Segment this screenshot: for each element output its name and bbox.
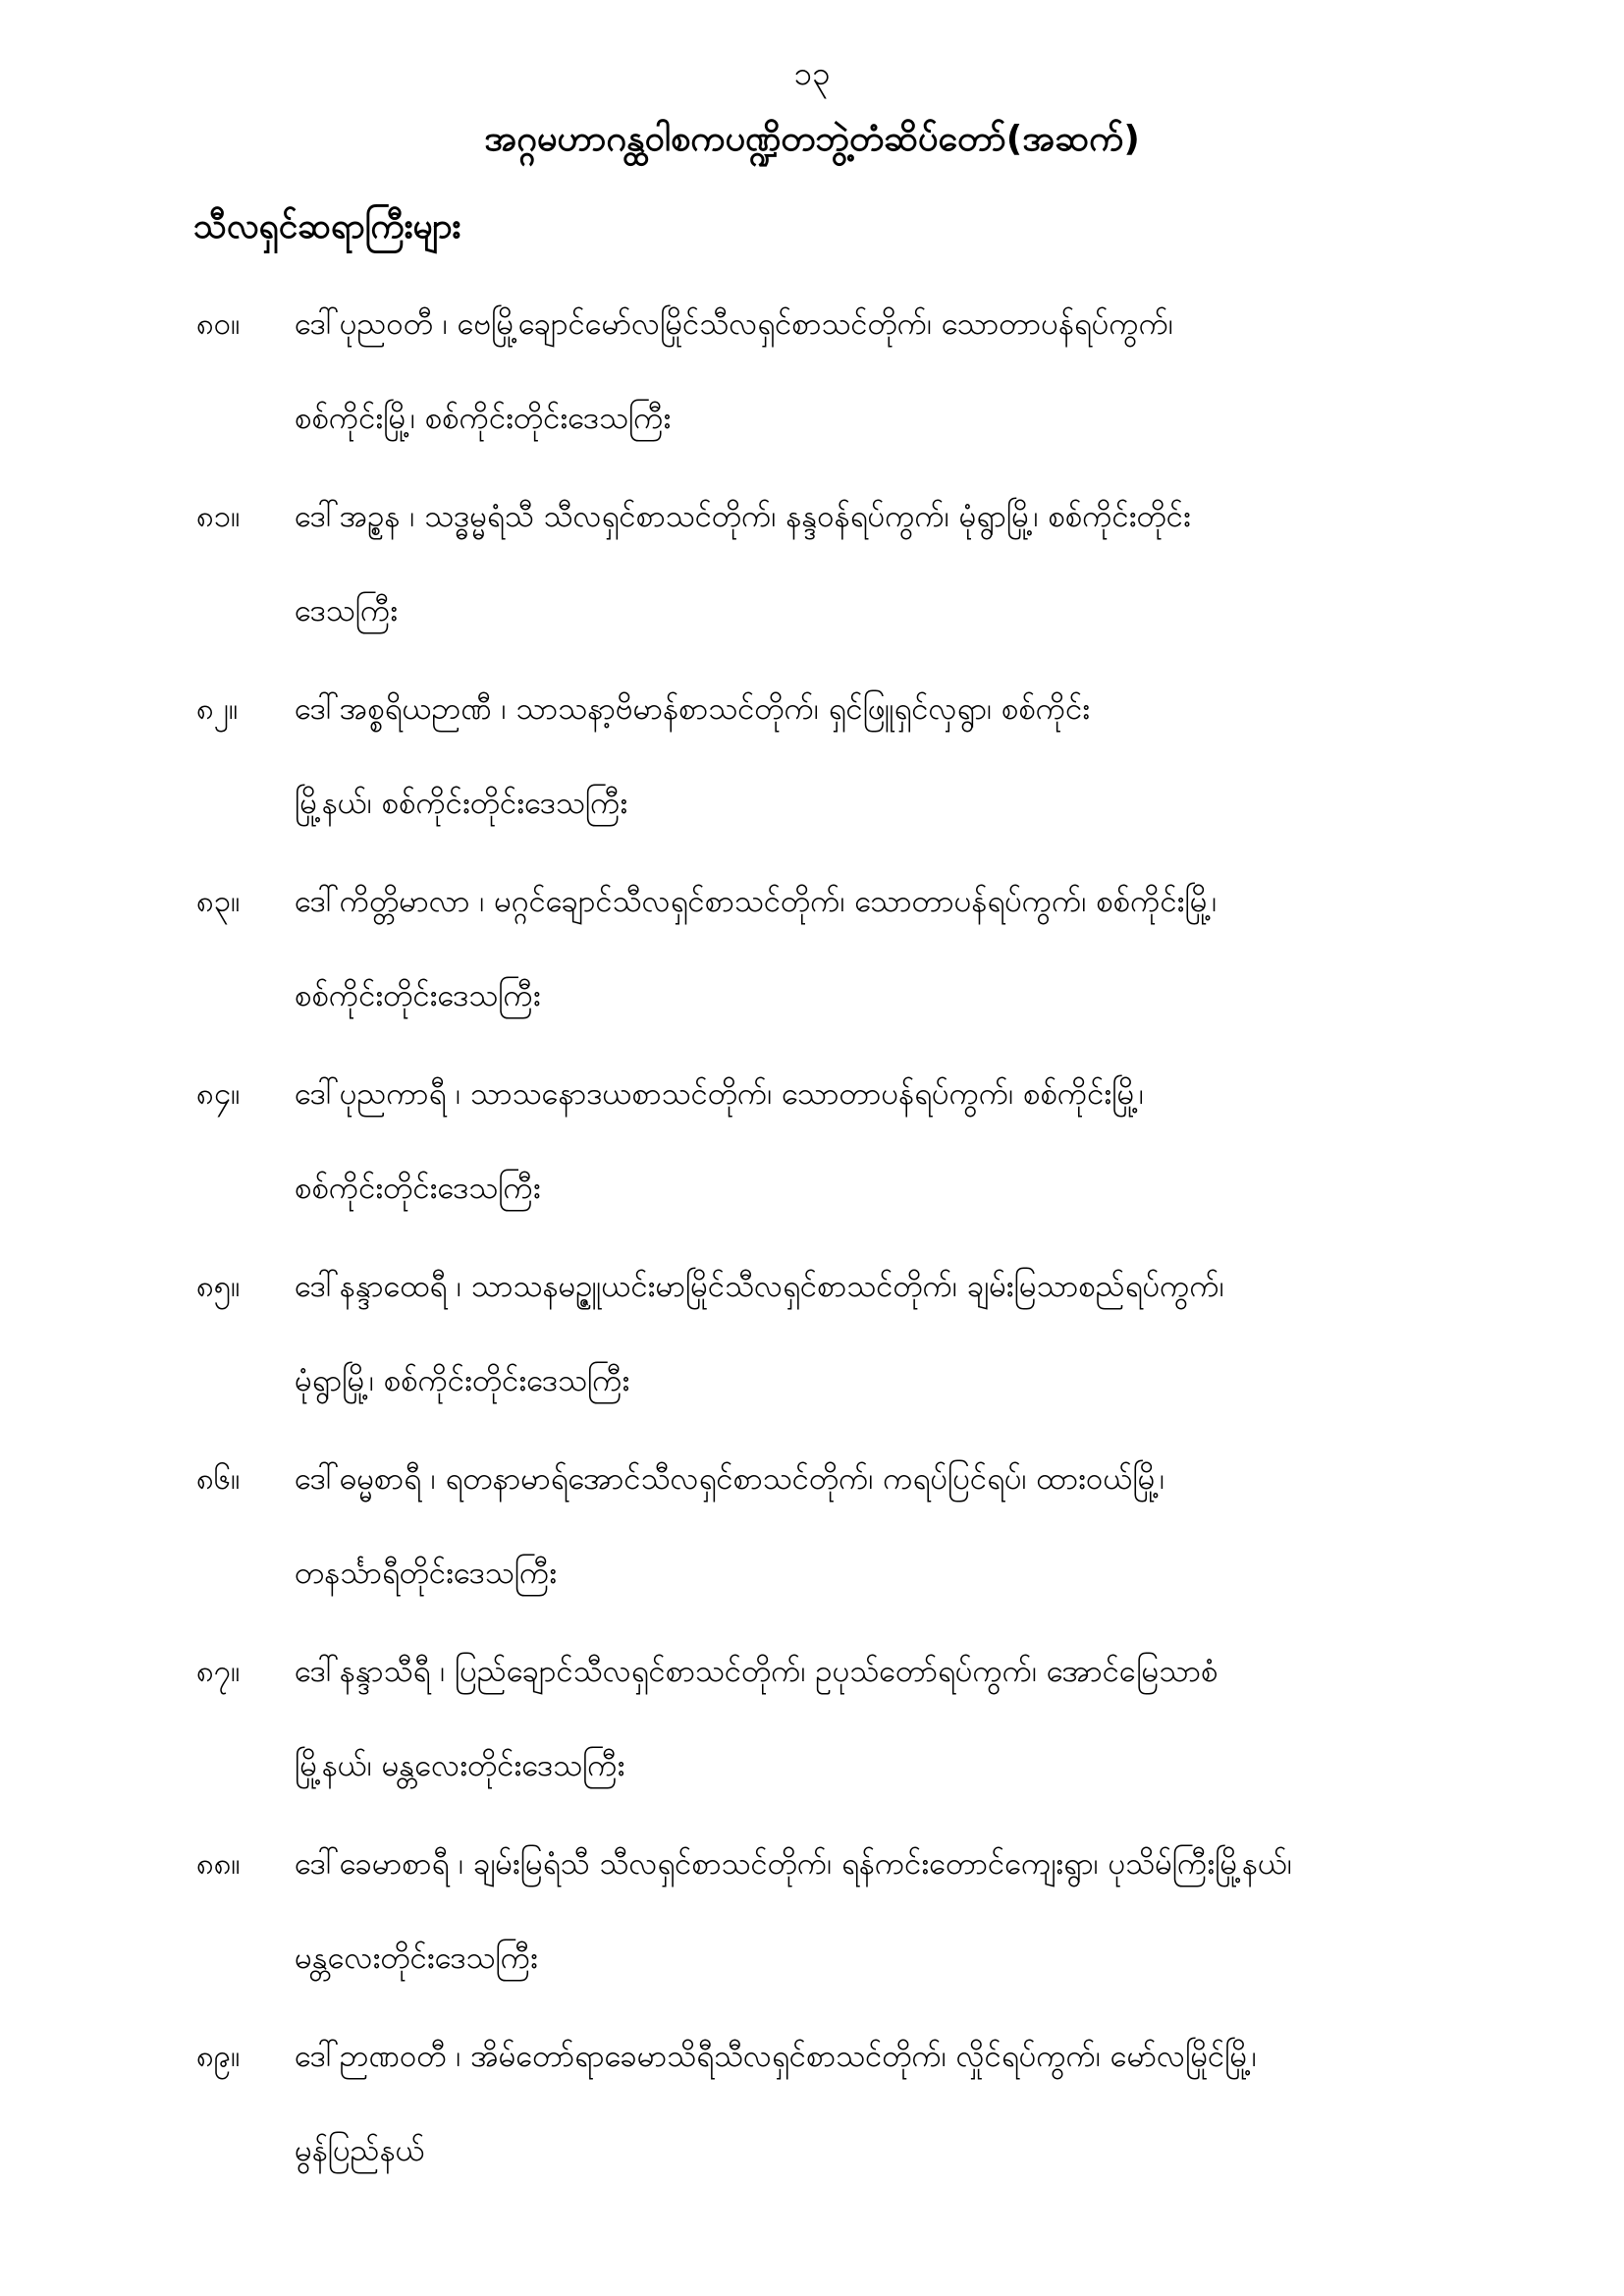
entry-text-line-1: ဒေါ်နန္ဒာသီရီ ၊ ပြည်ချောင်သီလရှင်စာသင်တိုက်၊ ဥပုသ်တော်ရပ်ကွက်၊ အောင်မြေသာစံ (295, 1654, 1218, 1689)
entry-text-line-1: ဒေါ်ကိတ္တိမာလာ ၊ မဂ္ဂင်ချောင်သီလရှင်စာသင်တိုက်၊ သောတာပန်ရပ်ကွက်၊ စစ်ကိုင်းမြို့၊ (295, 884, 1218, 919)
entry-text-line-1: ဒေါ်အဥ္စန ၊ သဒ္ဓမ္မရံသီ သီလရှင်စာသင်တိုက်၊ နန္ဒဝန်ရပ်ကွက်၊ မုံရွာမြို့၊ စစ်ကိုင်းတိုင်း (295, 499, 1191, 534)
list-item (0, 295, 1624, 481)
entry-text-line-2: မန္တလေးတိုင်းဒေသကြီး (295, 1941, 538, 1976)
entry-number: ၈၉။ (196, 2039, 241, 2074)
entry-number: ၈၂။ (196, 691, 239, 727)
entry-text-line-2: စစ်ကိုင်းမြို့၊ စစ်ကိုင်းတိုင်းဒေသကြီး (295, 401, 672, 436)
list-item (0, 1642, 1624, 1829)
list-item (0, 487, 1624, 674)
entry-text-line-2: မုံရွာမြို့၊ စစ်ကိုင်းတိုင်းဒေသကြီး (295, 1363, 630, 1398)
list-item (0, 1257, 1624, 1444)
entry-number: ၈၈။ (196, 1846, 241, 1882)
entry-text-line-2: စစ်ကိုင်းတိုင်းဒေသကြီး (295, 1171, 541, 1206)
entry-text-line-2: တနင်္သာရီတိုင်းဒေသကြီး (295, 1556, 558, 1591)
entry-number: ၈၃။ (196, 884, 241, 919)
list-item (0, 1834, 1624, 2021)
entry-text-line-1: ဒေါ်ခေမာစာရီ ၊ ချမ်းမြရံသီ သီလရှင်စာသင်တိုက်၊ ရန်ကင်းတောင်ကျေးရွာ၊ ပုသိမ်ကြီးမြို့နယ်၊ (295, 1846, 1292, 1882)
entry-text-line-1: ဒေါ်ဉာဏဝတီ ၊ အိမ်တော်ရာခေမာသိရီသီလရှင်စာသင်တိုက်၊ လှိုင်ရပ်ကွက်၊ မော်လမြိုင်မြို့၊ (295, 2039, 1257, 2074)
list-item (0, 680, 1624, 866)
page-title: အဂ္ဂမဟာဂန္ထဝါစကပဏ္ဍိတဘွဲ့တံဆိပ်တော်(အဆက်) (484, 119, 1140, 159)
section-heading: သီလရှင်ဆရာကြီးများ (193, 207, 461, 246)
entry-text-line-2: စစ်ကိုင်းတိုင်းဒေသကြီး (295, 978, 541, 1013)
entry-number: ၈၆။ (196, 1461, 241, 1497)
list-item (0, 872, 1624, 1059)
entry-number: ၈၁။ (196, 499, 241, 534)
entry-text-line-1: ဒေါ်အစ္စရိယဉာဏီ ၊ သာသနာ့ဗိမာန်စာသင်တိုက်၊ ရှင်ဖြူရှင်လှရွာ၊ စစ်ကိုင်း (295, 691, 1091, 727)
entry-number: ၈၄။ (196, 1076, 241, 1112)
entry-text-line-1: ဒေါ်ပုညဝတီ ၊ ဗေမြို့ချောင်မော်လမြိုင်သီလရှင်စာသင်တိုက်၊ သောတာပန်ရပ်ကွက်၊ (295, 306, 1173, 342)
list-item (0, 2027, 1624, 2214)
entry-number: ၈၅။ (196, 1269, 241, 1304)
entry-text-line-2: မွန်ပြည်နယ် (295, 2133, 425, 2168)
list-item (0, 1449, 1624, 1636)
list-item (0, 1065, 1624, 1251)
entry-text-line-1: ဒေါ်နန္ဒာထေရီ ၊ သာသနမဥ္ဇူယင်းမာမြိုင်သီလရှင်စာသင်တိုက်၊ ချမ်းမြသာစည်ရပ်ကွက်၊ (295, 1269, 1224, 1304)
entry-text-line-2: ဒေသကြီး (295, 593, 399, 629)
entry-text-line-2: မြို့နယ်၊ မန္တလေးတိုင်းဒေသကြီး (295, 1748, 625, 1783)
entry-text-line-2: မြို့နယ်၊ စစ်ကိုင်းတိုင်းဒေသကြီး (295, 786, 628, 821)
entry-text-line-1: ဒေါ်ပုညကာရီ ၊ သာသနောဒယစာသင်တိုက်၊ သောတာပန်ရပ်ကွက်၊ စစ်ကိုင်းမြို့၊ (295, 1076, 1144, 1112)
entry-number: ၈၇။ (196, 1654, 241, 1689)
entry-text-line-1: ဒေါ်ဓမ္မစာရီ ၊ ရတနာမာရ်အောင်သီလရှင်စာသင်တိုက်၊ ကရပ်ပြင်ရပ်၊ ထားဝယ်မြို့၊ (295, 1461, 1165, 1497)
page-number: ၁၃ (793, 54, 831, 92)
entry-number: ၈၀။ (196, 306, 241, 342)
